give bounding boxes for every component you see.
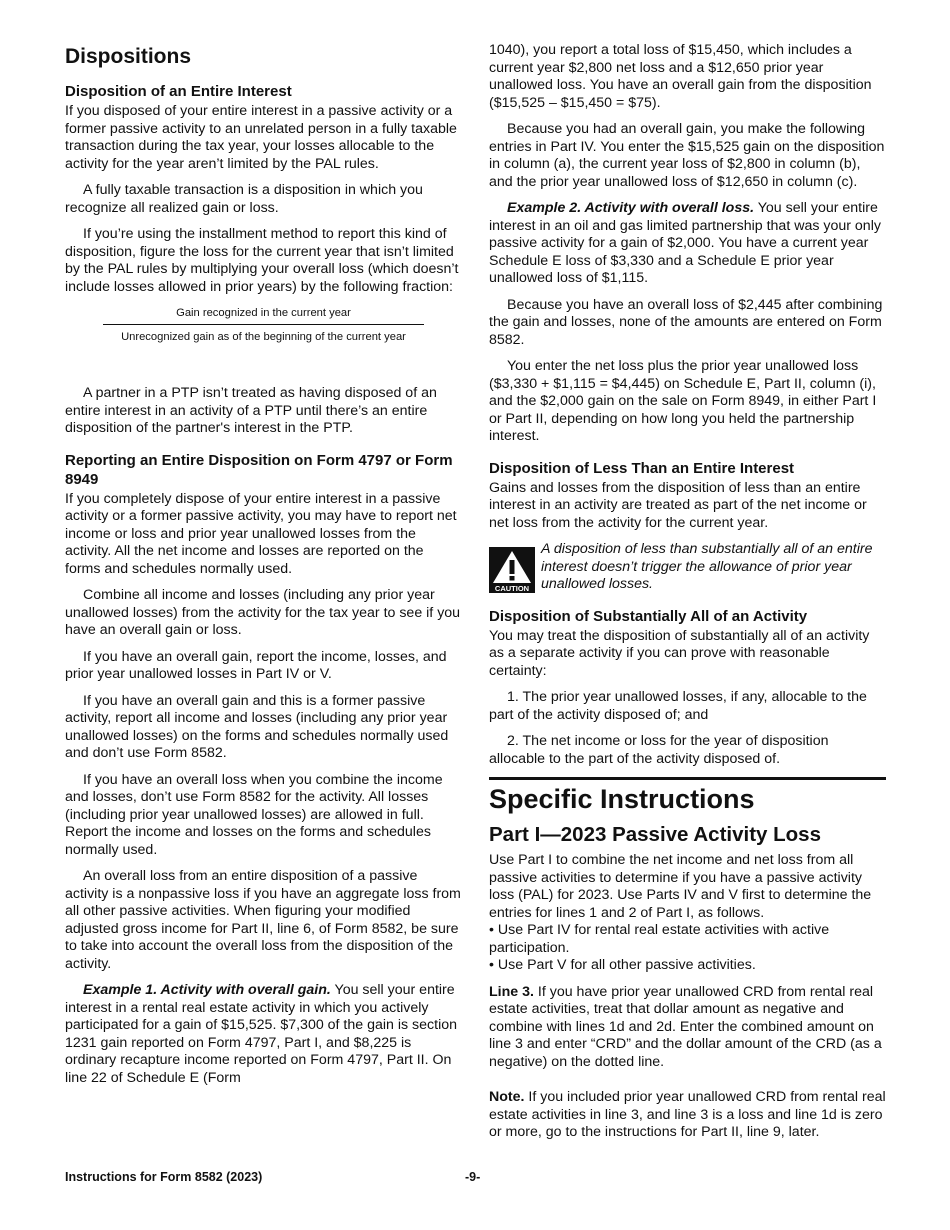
paragraph: An overall loss from an entire disposition of a passive activity is a nonpassive loss if you have an aggregate loss from all other passive activities. When figuring your modified adjusted gross income for Part II, line 6, of Form 8582, be sure to take into account the overall loss from the disposition of the activity. — [65, 868, 461, 972]
subheading: Reporting an Entire Disposition on Form 4797 or Form 8949 — [65, 451, 453, 488]
paragraph: If you have an overall gain, report the income, losses, and prior year unallowed losses in Part IV or V. — [65, 648, 447, 682]
line3-paragraph — [489, 984, 886, 1072]
list-item: 1. The prior year unallowed losses, if any, allocable to the part of the activity disposed of; and — [489, 689, 867, 723]
note-paragraph — [489, 1089, 886, 1142]
fraction-numerator: Gain recognized in the current year — [103, 306, 424, 325]
example-lead: Example 2. Activity with overall loss. — [507, 200, 755, 216]
paragraph: A partner in a PTP isn’t treated as having disposed of an entire interest in an activity of a PTP until there’s an entire disposition of the partner's interest in the PTP. — [65, 385, 437, 436]
fraction — [65, 306, 462, 345]
paragraph: A fully taxable transaction is a disposition in which you recognize all realized gain or loss. — [65, 182, 423, 216]
caution-text: A disposition of less than substantially all of an entire interest doesn’t trigger the allowance of prior year unallowed losses. — [541, 541, 873, 592]
paragraph: If you disposed of your entire interest in a passive activity or a former passive activity to an unrelated person in a fully taxable transaction during the tax year, your losses allocable to the activity for the year aren’t limited by the PAL rules. — [65, 103, 457, 172]
paragraph: Because you had an overall gain, you make the following entries in Part IV. You enter the $15,525 gain on the disposition in column (a), the current year loss of $2,800 in column (b), and the prior year unallowed loss of $12,650 in column (c). — [489, 121, 885, 190]
caution-icon — [489, 547, 535, 593]
bullet-icon: • — [489, 957, 498, 973]
fraction-denominator: Unrecognized gain as of the beginning of the current year — [121, 331, 406, 343]
footer-form-title: Instructions for Form 8582 (2023) — [65, 1170, 263, 1184]
right-column — [489, 42, 886, 1151]
example-paragraph — [65, 982, 462, 1087]
paragraph: If you have an overall loss when you combine the income and losses, don’t use Form 8582 for the activity. All losses (including prior year unallowed losses) are allowed in full. Report the income and losses on the forms and schedules normally used. — [65, 771, 443, 858]
section-title: Dispositions — [65, 45, 192, 68]
example-text: You sell your entire interest in a rental real estate activity in which you actively participated for a gain of $15,525. $7,300 of the gain is section 1231 gain reported on Form 4797, Part I, and $8,225 is ordinary recapture income reported on Form 4797, Part II. On line 22 of Schedule E (Form — [65, 982, 458, 1086]
subheading: Disposition of Less Than an Entire Interest — [489, 459, 795, 477]
paragraph: Combine all income and losses (including any prior year unallowed losses) from the activity for the tax year to see if you have an overall gain or loss. — [65, 587, 461, 638]
example-text: You sell your entire interest in an oil and gas limited partnership that was your only passive activity for a gain of $2,000. You have a current year Schedule E loss of $3,330 and a Schedule E prior year unallowed loss of $1,115. — [489, 200, 881, 286]
part-heading: Part I—2023 Passive Activity Loss — [489, 823, 821, 846]
section-title: Specific Instructions — [489, 784, 755, 814]
line3-lead: Line 3. — [489, 983, 534, 1000]
paragraph: You enter the net loss plus the prior year unallowed loss ($3,330 + $1,115 = $4,445) on Schedule E, Part II, column (i), and the $2,000 gain on the sale on Form 8949, in either Part I or Part II, depending on how long you held the partnership interest. — [489, 358, 877, 444]
example-lead: Example 1. Activity with overall gain. — [83, 982, 331, 998]
paragraph: Gains and losses from the disposition of less than an entire interest in an activity are treated as part of the net income or net loss from the activity for the current year. — [489, 479, 867, 531]
line3-text: If you have prior year unallowed CRD from rental real estate activities, treat that dollar amount as negative and combine with lines 1d and 2d. Enter the combined amount on line 3 and enter “CRD” and the dollar amount of the CRD (as a negative) on the dotted line. — [489, 983, 882, 1070]
note-lead: Note. — [489, 1089, 525, 1105]
paragraph: If you completely dispose of your entire interest in a passive activity or a former passive activity, you may have to report net income or loss and prior year unallowed losses from the activity. All the net income and losses are reported on the forms and schedules normally used. — [65, 490, 457, 577]
bullet-item — [489, 957, 886, 975]
page-number: -9- — [465, 1170, 481, 1184]
bullet-item — [489, 922, 886, 957]
bullet-icon: • — [489, 922, 498, 938]
subheading: Disposition of an Entire Interest — [65, 83, 292, 100]
paragraph: You may treat the disposition of substantially all of an activity as a separate activity if you can prove with reasonable certainty: — [489, 627, 870, 679]
subheading: Disposition of Substantially All of an Activity — [489, 607, 808, 625]
paragraph: 1040), you report a total loss of $15,450, which includes a current year $2,800 net loss and a $12,650 prior year unallowed loss. You have an overall gain from the disposition ($15,525 – $15,450 = $75). — [489, 42, 872, 111]
bullet-text: Use Part V for all other passive activities. — [497, 957, 756, 973]
caution-note — [489, 541, 886, 594]
paragraph: If you’re using the installment method to report this kind of disposition, figure the loss for the current year that isn’t limited by the PAL rules by multiplying your overall loss (which doesn’t include losses allowed in prior years) by the following fraction: — [65, 226, 459, 295]
left-column — [65, 42, 462, 1096]
paragraph: Because you have an overall loss of $2,445 after combining the gain and losses, none of the amounts are entered on Form 8582. — [489, 296, 883, 348]
caution-label: CAUTION — [494, 584, 530, 593]
example-paragraph — [489, 200, 886, 288]
paragraph: If you have an overall gain and this is a former passive activity, report all income and losses (including any prior year unallowed losses) on the forms and schedules normally used and don’t use Form 8582. — [65, 692, 449, 761]
note-text: If you included prior year unallowed CRD from rental real estate activities in line 3, and line 3 is a loss and line 1d is zero or more, go to the instructions for Part II, line 9, later. — [489, 1089, 886, 1140]
list-item: 2. The net income or loss for the year of disposition allocable to the part of the activity disposed of. — [489, 733, 829, 767]
page-footer — [65, 1170, 885, 1184]
section-divider — [489, 777, 886, 780]
bullet-text: Use Part IV for rental real estate activities with active participation. — [489, 922, 830, 956]
paragraph: Use Part I to combine the net income and net loss from all passive activities to determine if you have a passive activity loss (PAL) for 2023. Use Parts IV and V first to determine the entries for lines 1 and 2 of Part I, as follows. — [489, 852, 872, 921]
